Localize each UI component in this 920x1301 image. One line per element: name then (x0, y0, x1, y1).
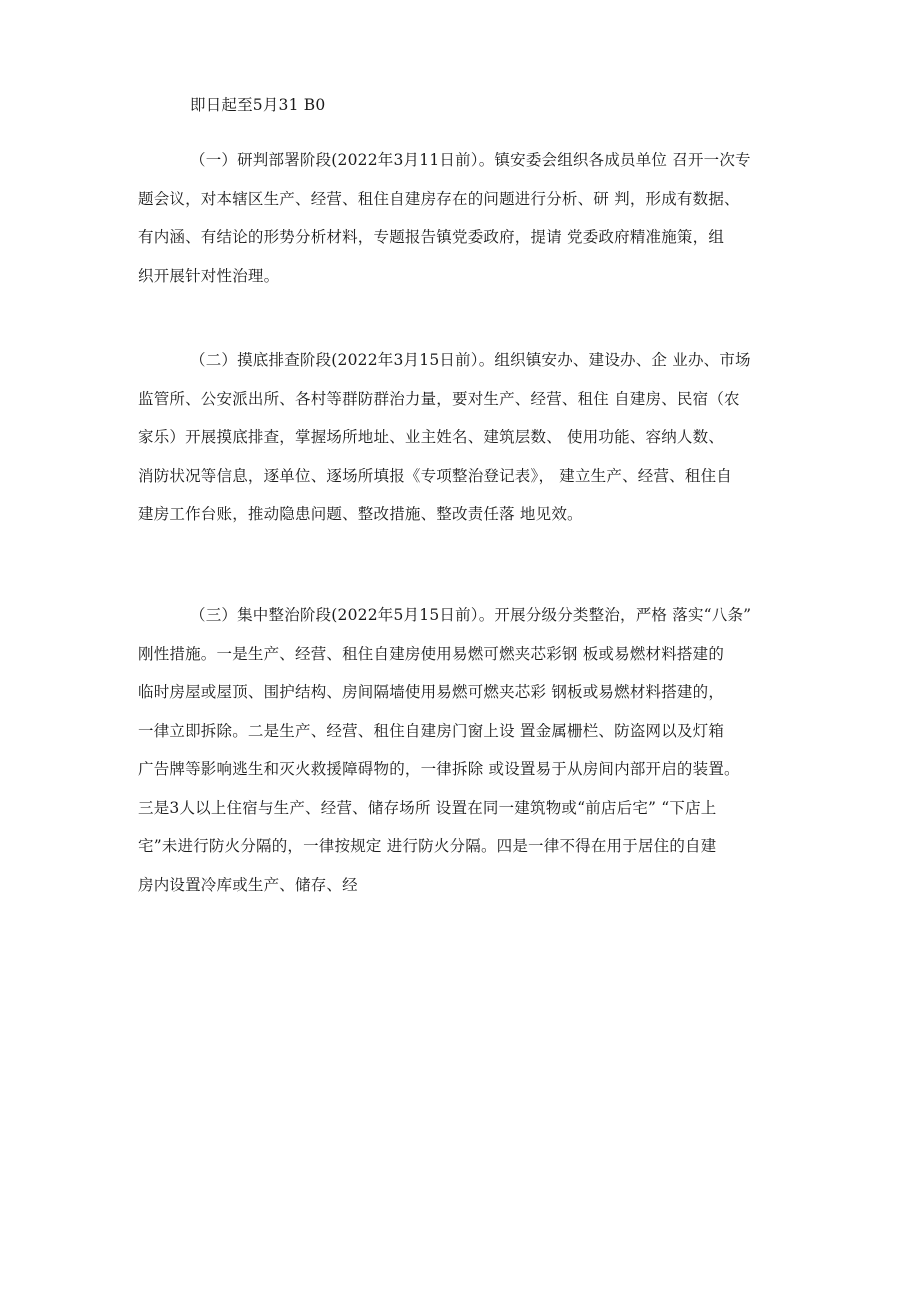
paragraph-timeframe (138, 86, 798, 125)
text-line: 即日起至5月31 B0 (190, 96, 326, 114)
paragraph-survey-stage (138, 341, 798, 534)
text-line: 一律立即拆除。二是生产、经营、租住自建房门窗上设 置金属栅栏、防盗网以及灯箱 (138, 721, 725, 740)
text-line: 家乐）开展摸底排查，掌握场所地址、业主姓名、建筑层数、 使用功能、容纳人数、 (138, 428, 725, 446)
text-line: 题会议，对本辖区生产、经营、租住自建房存在的问题进行分析、研 判，形成有数据、 (138, 189, 740, 208)
text-line: 监管所、公安派出所、各村等群防群治力量，要对生产、经营、租住 自建房、民宿（农 (138, 389, 740, 408)
text-line: 建房工作台账，推动隐患问题、整改措施、整改责任落 地见效。 (138, 505, 583, 523)
text-line: 织开展针对性治理。 (138, 266, 280, 285)
text-line: 消防状况等信息，逐单位、逐场所填报《专项整治登记表》， 建立生产、经营、租住自 (138, 466, 732, 485)
text-line: 宅”未进行防火分隔的，一律按规定 进行防火分隔。四是一律不得在用于居住的自建 (138, 837, 717, 855)
text-line: （三）集中整治阶段(2022年5月15日前）。开展分级分类整治，严格 落实“八条” (190, 606, 752, 624)
text-line: 房内设置冷库或生产、储存、经 (138, 875, 358, 894)
paragraph-research-stage (138, 141, 798, 295)
text-line: 广告牌等影响逃生和灭火救援障碍物的，一律拆除 或设置易于从房间内部开启的装置。 (138, 760, 740, 778)
paragraph-rectification-stage (138, 596, 798, 904)
text-line: （二）摸底排查阶段(2022年3月15日前）。组织镇安办、建设办、企 业办、市场 (190, 351, 751, 369)
text-line: 临时房屋或屋顶、围护结构、房间隔墙使用易燃可燃夹芯彩 钢板或易燃材料搭建的， (138, 683, 725, 701)
text-line: 有内涵、有结论的形势分析材料，专题报告镇党委政府，提请 党委政府精准施策，组 (138, 228, 725, 246)
text-line: 刚性措施。一是生产、经营、租住自建房使用易燃可燃夹芯彩钢 板或易燃材料搭建的 (138, 644, 725, 663)
text-line: （一）研判部署阶段(2022年3月11日前）。镇安委会组织各成员单位 召开一次专 (190, 151, 751, 169)
text-line: 三是3人以上住宿与生产、经营、储存场所 设置在同一建筑物或“前店后宅” “下店上 (138, 798, 717, 817)
